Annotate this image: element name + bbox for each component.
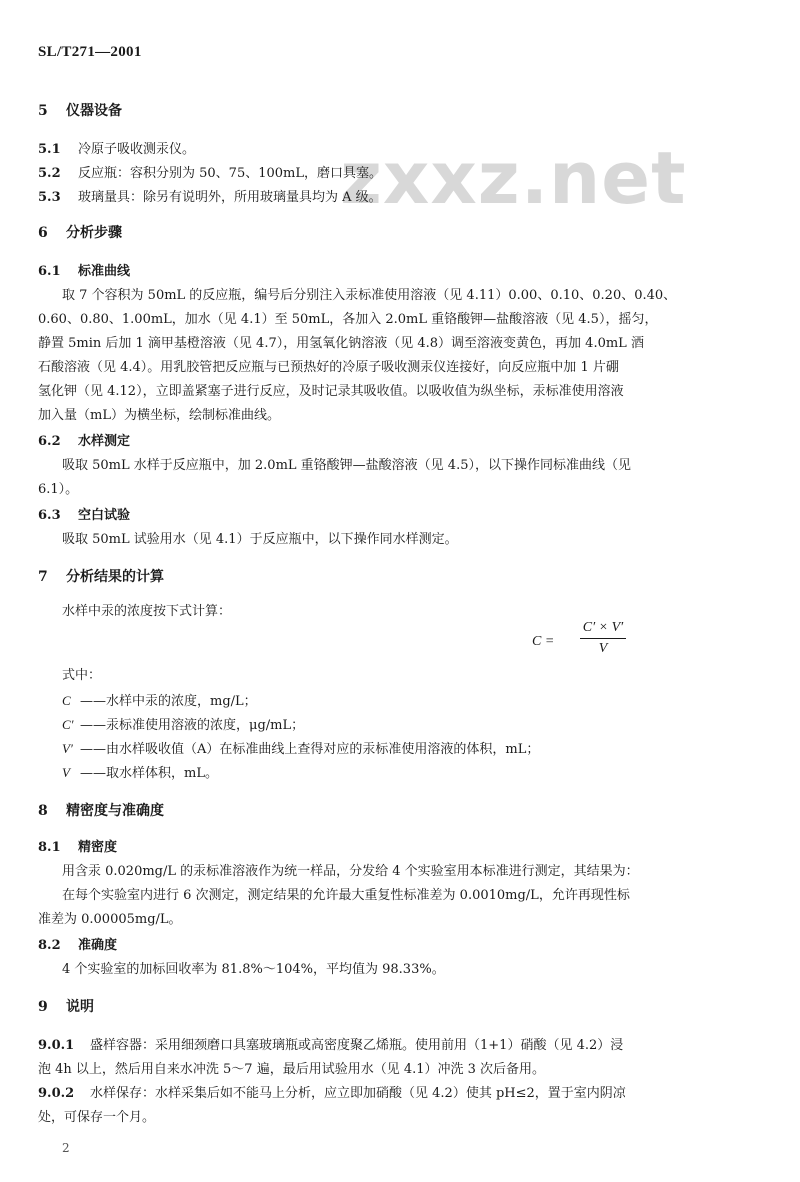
clause-title: 精密度 (78, 840, 118, 855)
paragraph-line: 静置 5min 后加 1 滴甲基橙溶液（见 4.7），用氢氧化钠溶液（见 4.8）调至溶液变黄色，再加 4.0mL 酒 (38, 336, 644, 351)
clause-number: 9.0.2 (38, 1086, 75, 1101)
watermark: zxxz.net (340, 136, 687, 220)
section-title: 分析步骤 (66, 225, 122, 241)
clause-5-3 (38, 186, 382, 205)
variable-definition (62, 714, 304, 733)
clause-text: 反应瓶：容积分别为 50、75、100mL，磨口具塞。 (78, 166, 382, 181)
section-7-heading (38, 566, 164, 586)
clause-number: 5.2 (38, 166, 61, 181)
page-number: 2 (62, 1141, 70, 1155)
paragraph-line: 6.1）。 (38, 482, 79, 497)
paragraph-line: 4 个实验室的加标回收率为 81.8%～104%，平均值为 98.33%。 (62, 962, 445, 977)
variable-definition (62, 762, 218, 781)
clause-title: 准确度 (78, 938, 118, 953)
section-5-heading (38, 100, 122, 120)
section-title: 仪器设备 (66, 103, 122, 119)
clause-title: 盛样容器： (90, 1038, 156, 1053)
variable-definition (62, 738, 539, 757)
section-title: 说明 (66, 999, 94, 1015)
clause-6-2-heading (38, 430, 130, 449)
clause-text: 冷原子吸收测汞仪。 (78, 142, 196, 157)
paragraph-line: 取 7 个容积为 50mL 的反应瓶，编号后分别注入汞标准使用溶液（见 4.11）0.00、0.10、0.20、0.40、 (62, 288, 677, 303)
section-8-heading (38, 800, 164, 820)
formula-intro: 水样中汞的浓度按下式计算： (62, 604, 232, 619)
variable-text: ——汞标准使用溶液的浓度，μg/mL； (80, 718, 305, 733)
paragraph-line: 加入量（mL）为横坐标，绘制标准曲线。 (38, 408, 280, 423)
variable-symbol: C′ (62, 717, 74, 732)
clause-number: 8.2 (38, 938, 61, 953)
clause-5-2 (38, 162, 382, 181)
clause-number: 9.0.1 (38, 1038, 75, 1053)
formula-lhs: C = (532, 634, 555, 649)
paragraph-line: 在每个实验室内进行 6 次测定，测定结果的允许最大重复性标准差为 0.0010mg/L，允许再现性标 (62, 888, 630, 903)
paragraph-line: 泡 4h 以上，然后用自来水冲洗 5～7 遍，最后用试验用水（见 4.1）冲洗 3 次后备用。 (38, 1062, 546, 1077)
variable-text: ——取水样体积，mL。 (80, 766, 218, 781)
section-title: 分析结果的计算 (66, 569, 164, 585)
variable-text: ——由水样吸收值（A）在标准曲线上查得对应的汞标准使用溶液的体积，mL； (80, 742, 540, 757)
clause-title: 标准曲线 (78, 264, 131, 279)
section-9-heading (38, 996, 94, 1016)
variable-symbol: C (62, 693, 71, 708)
paragraph-line: 处，可保存一个月。 (38, 1110, 156, 1125)
fraction-bar (580, 638, 626, 639)
clause-text: 采用细颈磨口具塞玻璃瓶或高密度聚乙烯瓶。使用前用（1+1）硝酸（见 4.2）浸 (155, 1038, 624, 1053)
variable-symbol: V′ (62, 741, 73, 756)
clause-9-0-1 (38, 1034, 623, 1053)
formula-numerator: C′ × V′ (582, 620, 624, 635)
clause-8-1-heading (38, 836, 117, 855)
paragraph-line: 准差为 0.00005mg/L。 (38, 912, 182, 927)
formula-denominator: V (598, 641, 608, 656)
section-number: 9 (38, 999, 48, 1015)
clause-title: 空白试验 (78, 508, 131, 523)
section-number: 7 (38, 569, 48, 585)
standard-code: SL/T271—2001 (38, 44, 142, 60)
clause-title: 水样保存： (90, 1086, 156, 1101)
clause-5-1 (38, 138, 195, 157)
clause-6-3-heading (38, 504, 130, 523)
where-label: 式中： (62, 668, 102, 683)
section-number: 6 (38, 225, 48, 241)
section-number: 5 (38, 103, 48, 119)
clause-9-0-2 (38, 1082, 626, 1101)
clause-number: 6.3 (38, 508, 61, 523)
clause-text: 水样采集后如不能马上分析，应立即加硝酸（见 4.2）使其 pH≤2，置于室内阴凉 (155, 1086, 626, 1101)
clause-number: 6.2 (38, 434, 61, 449)
paragraph-line: 氢化钾（见 4.12），立即盖紧塞子进行反应，及时记录其吸收值。以吸收值为纵坐标，汞标准使用溶液 (38, 384, 624, 399)
clause-number: 5.1 (38, 142, 61, 157)
section-6-heading (38, 222, 122, 242)
section-number: 8 (38, 803, 48, 819)
variable-definition (62, 690, 257, 709)
formula-fraction (580, 620, 626, 657)
paragraph-line: 吸取 50mL 试验用水（见 4.1）于反应瓶中，以下操作同水样测定。 (62, 532, 458, 547)
paragraph-line: 吸取 50mL 水样于反应瓶中，加 2.0mL 重铬酸钾—盐酸溶液（见 4.5），以下操作同标准曲线（见 (62, 458, 631, 473)
clause-text: 玻璃量具：除另有说明外，所用玻璃量具均为 A 级。 (78, 190, 382, 205)
paragraph-line: 0.60、0.80、1.00mL，加水（见 4.1）至 50mL，各加入 2.0mL 重铬酸钾—盐酸溶液（见 4.5），摇匀， (38, 312, 658, 327)
clause-8-2-heading (38, 934, 117, 953)
variable-symbol: V (62, 765, 70, 780)
variable-text: ——水样中汞的浓度，mg/L； (80, 694, 257, 709)
clause-number: 5.3 (38, 190, 61, 205)
paragraph-line: 用含汞 0.020mg/L 的汞标准溶液作为统一样品，分发给 4 个实验室用本标准进行测定，其结果为： (62, 864, 639, 879)
clause-number: 6.1 (38, 264, 61, 279)
section-title: 精密度与准确度 (66, 803, 164, 819)
clause-title: 水样测定 (78, 434, 131, 449)
clause-6-1-heading (38, 260, 130, 279)
clause-number: 8.1 (38, 840, 61, 855)
paragraph-line: 石酸溶液（见 4.4）。用乳胶管把反应瓶与已预热好的冷原子吸收测汞仪连接好，向反应瓶中加 1 片硼 (38, 360, 619, 375)
